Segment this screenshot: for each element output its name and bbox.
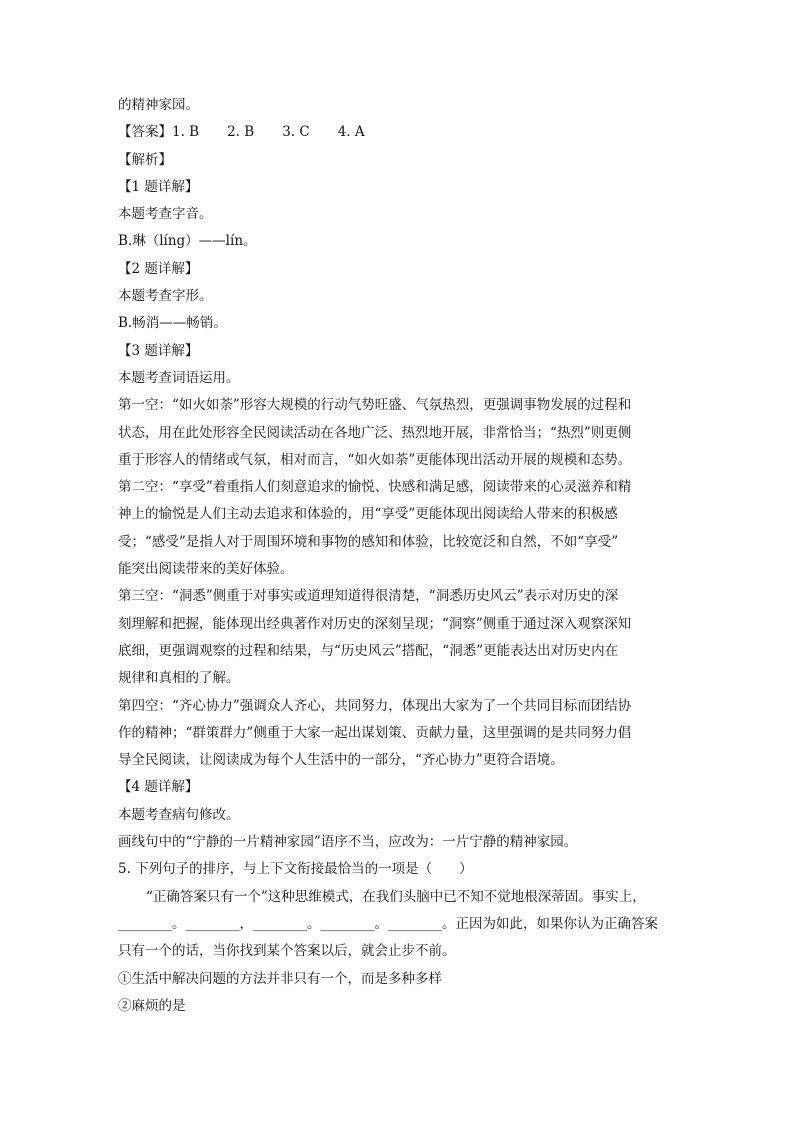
text-line: 第二空：“享受”着重指人们刻意追求的愉悦、快感和满足感，阅读带来的心灵滋养和精 [118,479,632,496]
answer-line [118,119,678,146]
section-heading: 【解析】 [118,151,172,168]
text-line: 第一空：“如火如荼”形容大规模的行动气势旺盛、气氛热烈，更强调事物发展的过程和 [118,397,632,414]
text-line: B.畅消——畅销。 [118,315,227,332]
text-line: 能突出阅读带来的美好体验。 [118,561,294,578]
section-heading: 【1 题详解】 [118,178,199,195]
text-line: 只有一个的话，当你找到某个答案以后，就会止步不前。 [118,943,456,960]
text-line: 底细，更强调观察的过程和结果，与“历史风云”搭配，“洞悉”更能表达出对历史内在 [118,642,619,659]
text-line: 本题考查字形。 [118,288,213,305]
text-line: “正确答案只有一个”这种思维模式，在我们头脑中已不知不觉地根深蒂固。事实上， [146,888,646,905]
text-line: 作的精神；“群策群力”侧重于大家一起出谋划策、贡献力量，这里强调的是共同努力倡 [118,724,632,741]
text-line: 第三空：“洞悉”侧重于对事实或道理知道得很清楚，“洞悉历史风云”表示对历史的深 [118,588,619,605]
text-line: 的精神家园。 [118,97,199,113]
option-line: ①生活中解决问题的方法并非只有一个，而是多种多样 [118,970,442,987]
text-line: B.琳（líng）——lín。 [118,233,257,250]
text-line: 状态，用在此处形容全民阅读活动在各地广泛、热烈地开展，非常恰当；“热烈”则更侧 [118,424,632,441]
text-line: 受；“感受”是指人对于周围环境和事物的感知和体验，比较宽泛和自然，不如“享受” [118,533,619,550]
text-line: 画线句中的“宁静的一片精神家园”语序不当，应改为：一片宁静的精神家园。 [118,834,578,851]
question-stem: 5. 下列句子的排序，与上下文衔接最恰当的一项是（ ） [118,861,473,878]
section-heading: 【3 题详解】 [118,342,199,359]
text-line: 规律和真相的了解。 [118,670,240,687]
text-line: 导全民阅读，让阅读成为每个人生活中的一部分，“齐心协力”更符合语境。 [118,752,564,769]
text-line: 本题考查字音。 [118,206,213,223]
text-line: 刻理解和把握，能体现出经典著作对历史的深刻呈现；“洞察”侧重于通过深入观察深知 [118,615,632,632]
text-line: 本题考查词语运用。 [118,369,240,386]
answer-label: 【答案】 [118,124,172,141]
text-line: 神上的愉悦是人们主动去追求和体验的，用“享受”更能体现出阅读给人带来的积极感 [118,506,618,523]
answer-item: 1. B [172,124,200,141]
section-heading: 【4 题详解】 [118,779,199,796]
option-line: ②麻烦的是 [118,997,186,1014]
text-line: ________。________，________。________。________。正因为如此，如果你认为正确答案 [118,915,658,932]
text-line: 重于形容人的情绪或气氛，相对而言，“如火如荼”更能体现出活动开展的规模和态势。 [118,451,632,468]
document-body [118,92,678,1020]
text-line: 第四空：“齐心协力”强调众人齐心，共同努力，体现出大家为了一个共同目标而团结协 [118,697,632,714]
answer-item: 4. A [337,124,365,141]
answer-item: 2. B [227,124,255,141]
answer-item: 3. C [282,124,310,141]
text-line: 本题考查病句修改。 [118,806,240,823]
section-heading: 【2 题详解】 [118,260,199,277]
